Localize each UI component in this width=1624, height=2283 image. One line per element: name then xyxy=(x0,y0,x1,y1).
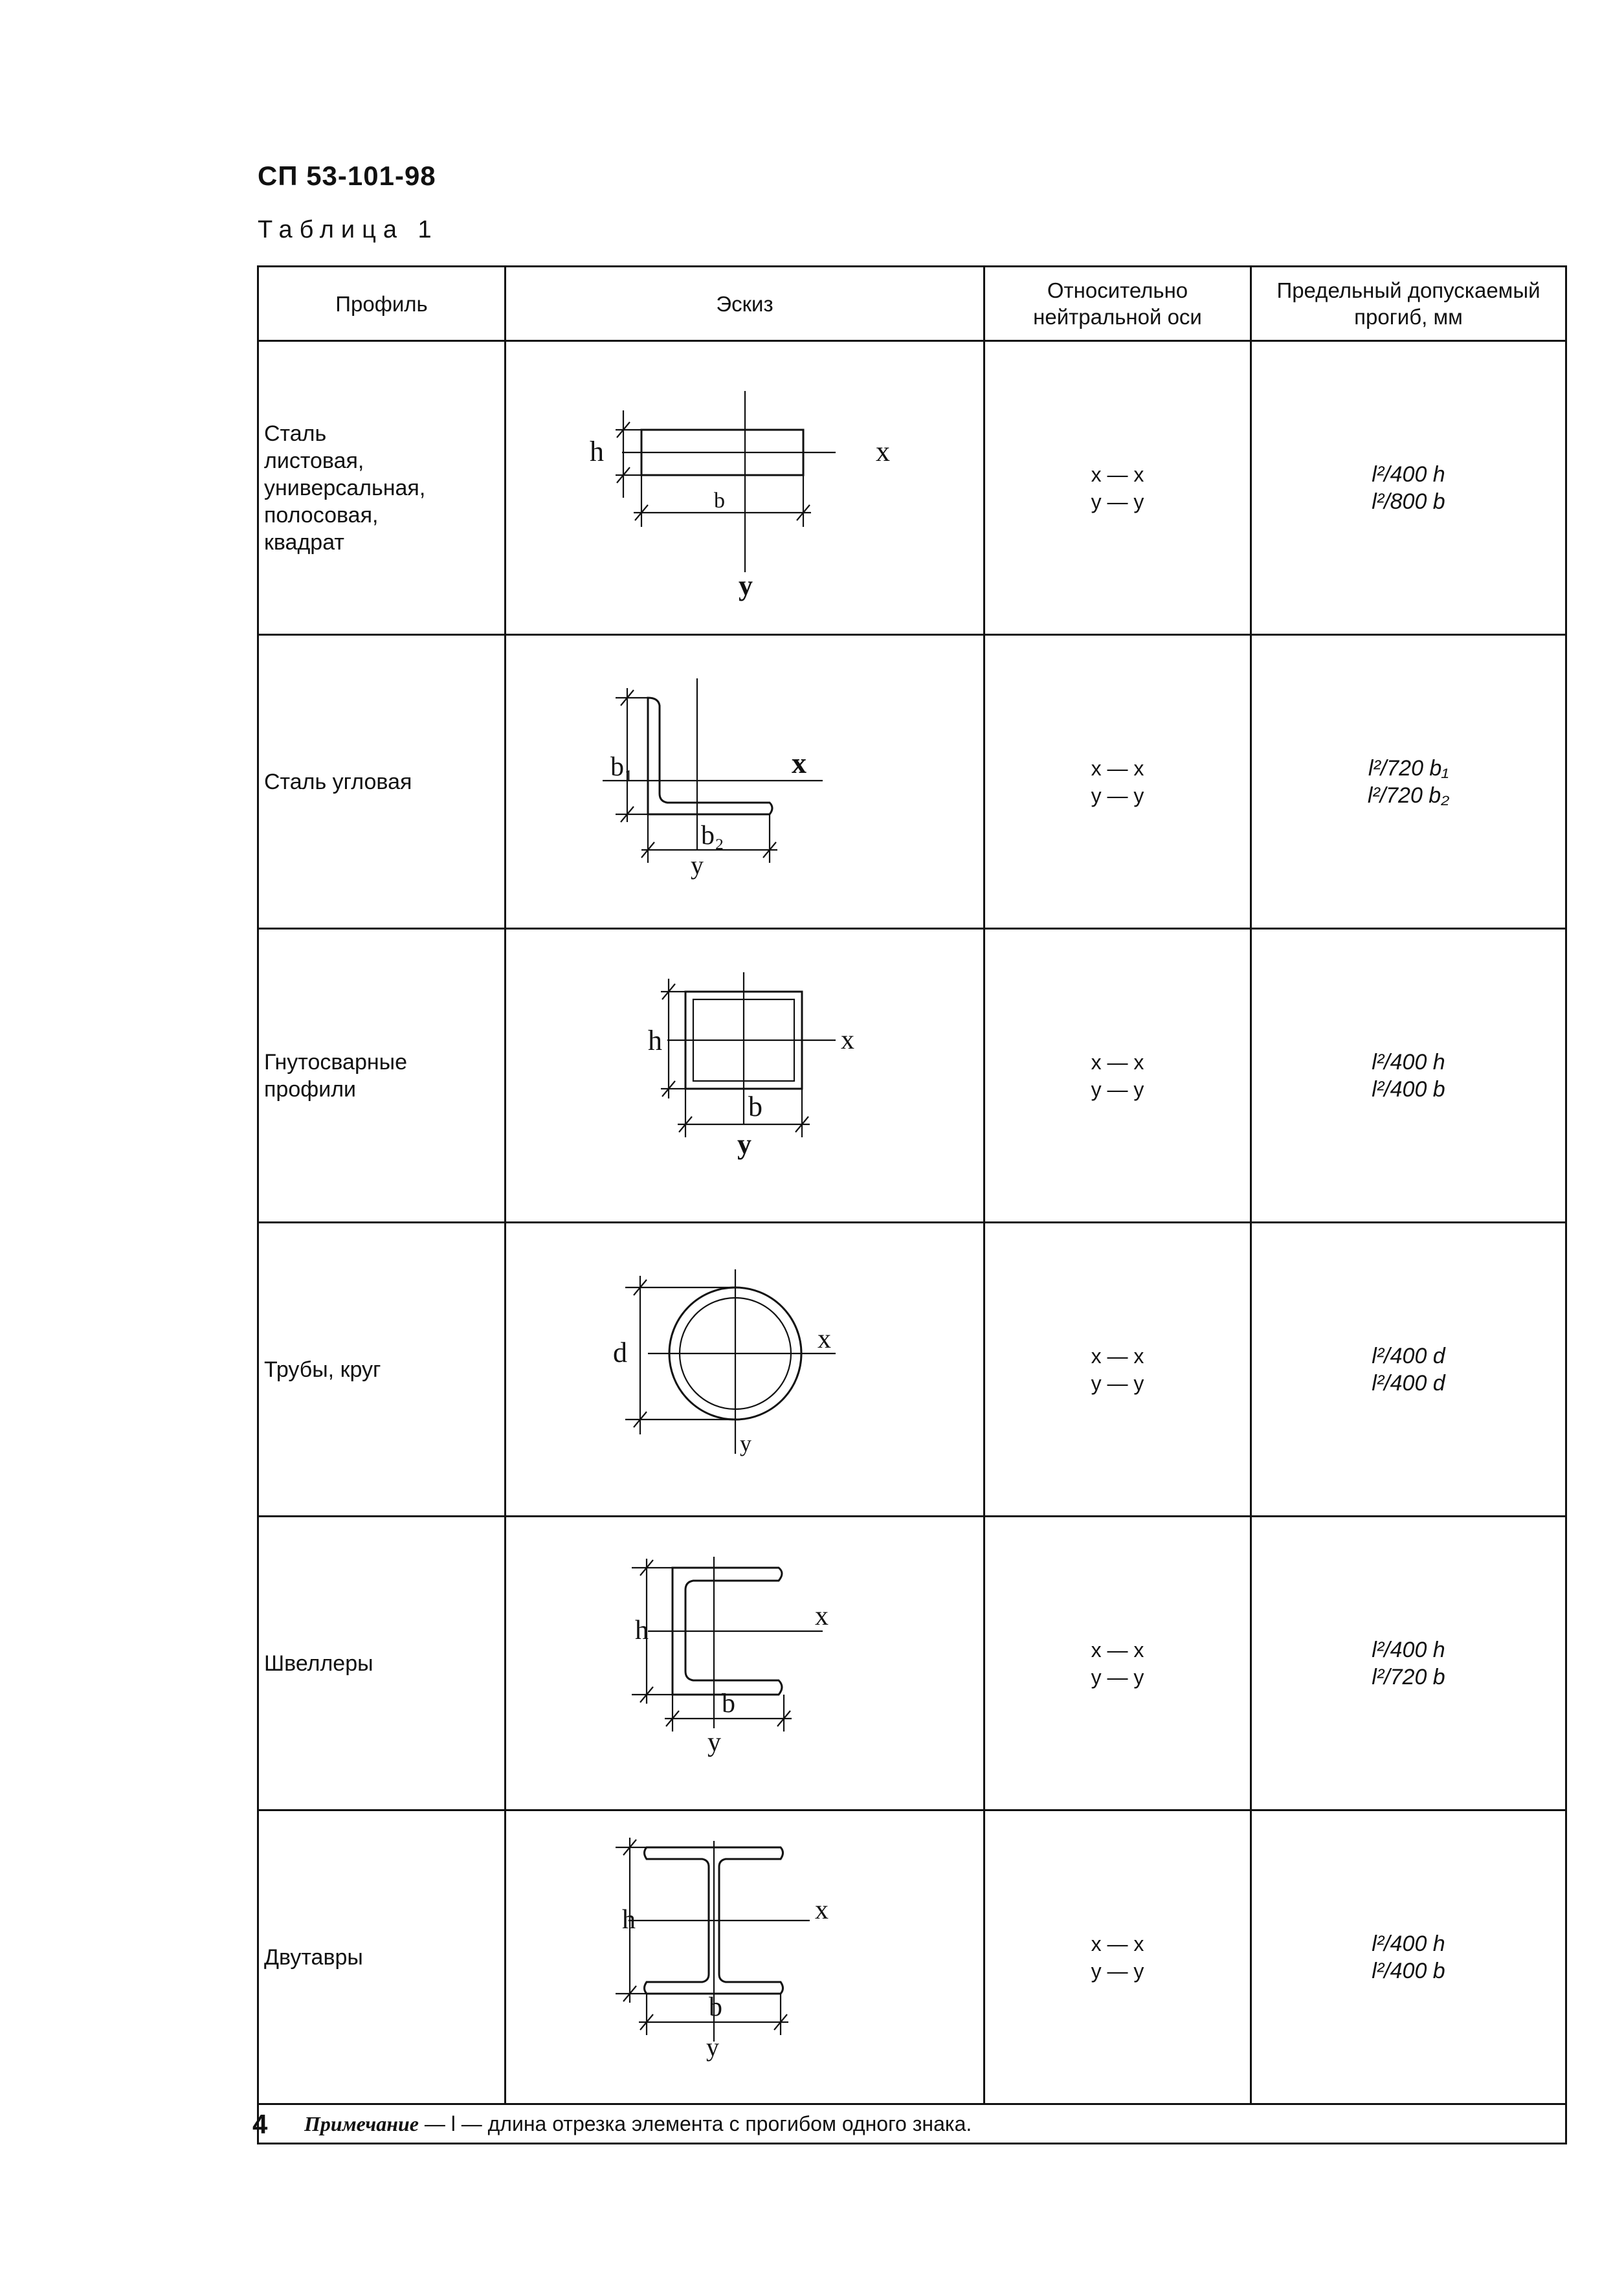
neutral-axis-cell xyxy=(984,929,1251,1223)
profile-cell xyxy=(258,341,506,635)
neutral-axis-cell xyxy=(984,1810,1251,2104)
deflection-x: l²/720 b₁ xyxy=(1368,755,1449,781)
page-number: 4 xyxy=(252,2109,268,2139)
table-note-row xyxy=(258,2104,1566,2144)
deflection-cell xyxy=(1251,1223,1566,1517)
sketch-cell xyxy=(506,341,984,635)
sketch-label-b: b xyxy=(713,488,725,513)
table-row xyxy=(258,1810,1566,2104)
sketch-label-x: x xyxy=(875,435,890,467)
sketch-label-h: h xyxy=(589,435,604,467)
axis-y: y — y xyxy=(1091,1665,1144,1689)
sketch-label-y: y xyxy=(707,1727,721,1757)
sketch-cell xyxy=(506,1517,984,1810)
sketch-label-h: h xyxy=(621,1904,636,1935)
deflection-y: l²/720 b₂ xyxy=(1367,783,1450,808)
profile-cell xyxy=(258,1517,506,1810)
sketch-label-x: x xyxy=(814,1601,829,1631)
sketch-cell xyxy=(506,635,984,929)
deflection-x: l²/400 h xyxy=(1372,1049,1445,1075)
profile-label: Трубы, круг xyxy=(264,1357,381,1382)
sketch-label-x: x xyxy=(814,1895,829,1925)
axis-x: x — x xyxy=(1091,756,1144,780)
i-beam-sketch xyxy=(551,1828,939,2087)
note-label: Примечание xyxy=(304,2111,419,2135)
deflection-x: l²/400 h xyxy=(1372,1637,1445,1662)
table-row xyxy=(258,929,1566,1223)
neutral-axis-cell xyxy=(984,341,1251,635)
sketch-label-d: d xyxy=(612,1336,627,1368)
box-section-sketch xyxy=(551,946,939,1205)
profile-label: Сталь угловая xyxy=(264,769,412,794)
sketch-label-x: x xyxy=(840,1025,854,1055)
column-header-neutral-axis: Относительно нейтральной оси xyxy=(984,267,1251,341)
note-text: — l — длина отрезка элемента с прогибом одного знака. xyxy=(418,2111,972,2135)
sketch-label-b2: b₂ xyxy=(700,820,724,851)
sketch-cell xyxy=(506,1810,984,2104)
table-note xyxy=(258,2104,1566,2144)
axis-x: x — x xyxy=(1091,462,1144,486)
table-row xyxy=(258,1223,1566,1517)
sketch-label-h: h xyxy=(634,1615,649,1645)
sketch-label-b: b xyxy=(748,1090,762,1122)
deflection-y: l²/400 b xyxy=(1372,1076,1445,1102)
sketch-label-x: x xyxy=(817,1324,831,1354)
column-header-profile: Профиль xyxy=(258,267,506,341)
deflection-x: l²/400 h xyxy=(1372,462,1445,487)
column-header-sketch: Эскиз xyxy=(506,267,984,341)
deflection-cell xyxy=(1251,1517,1566,1810)
profile-label: Гнутосварные профили xyxy=(264,1049,407,1102)
sketch-label-b: b xyxy=(721,1688,735,1719)
profile-label: Двутавры xyxy=(264,1944,363,1970)
angle-sketch xyxy=(551,652,939,911)
deflection-y: l²/720 b xyxy=(1372,1664,1445,1689)
profile-label: Сталь листовая, универсальная, полосовая, квадрат xyxy=(264,421,426,555)
sketch-label-b: b xyxy=(708,1992,722,2022)
axis-y: y — y xyxy=(1091,1371,1144,1395)
axis-x: x — x xyxy=(1091,1932,1144,1955)
sketch-label-h: h xyxy=(647,1024,662,1056)
axis-y: y — y xyxy=(1091,489,1144,513)
pipe-sketch xyxy=(551,1240,939,1499)
axis-y: y — y xyxy=(1091,783,1144,807)
deflection-cell xyxy=(1251,341,1566,635)
axis-x: x — x xyxy=(1091,1344,1144,1368)
sketch-label-y: y xyxy=(738,569,753,601)
table-row xyxy=(258,635,1566,929)
column-header-max-deflection: Предельный допускаемый прогиб, мм xyxy=(1251,267,1566,341)
deflection-cell xyxy=(1251,929,1566,1223)
profile-cell xyxy=(258,1223,506,1517)
deflection-cell xyxy=(1251,635,1566,929)
profile-label: Швеллеры xyxy=(264,1651,373,1676)
deflection-y: l²/800 b xyxy=(1372,489,1445,514)
sketch-label-y: y xyxy=(739,1430,751,1456)
flat-bar-sketch xyxy=(551,359,939,618)
channel-sketch xyxy=(551,1534,939,1793)
document-code: СП 53-101-98 xyxy=(258,161,436,191)
sketch-label-x: x xyxy=(791,746,806,779)
neutral-axis-cell xyxy=(984,1223,1251,1517)
axis-x: x — x xyxy=(1091,1050,1144,1074)
profile-cell xyxy=(258,1810,506,2104)
table-header-row xyxy=(258,267,1566,341)
neutral-axis-cell xyxy=(984,635,1251,929)
table-row xyxy=(258,341,1566,635)
profile-cell xyxy=(258,635,506,929)
axis-y: y — y xyxy=(1091,1959,1144,1983)
deflection-x: l²/400 d xyxy=(1372,1343,1445,1368)
table-row xyxy=(258,1517,1566,1810)
deflection-y: l²/400 b xyxy=(1372,1958,1445,1983)
sketch-label-y: y xyxy=(737,1128,751,1160)
sketch-cell xyxy=(506,1223,984,1517)
sketch-label-y: y xyxy=(690,850,704,880)
deflection-y: l²/400 d xyxy=(1372,1370,1445,1396)
axis-x: x — x xyxy=(1091,1638,1144,1662)
sketch-label-y: y xyxy=(706,2032,719,2062)
sketch-label-b1: b₁ xyxy=(610,752,634,782)
deflection-cell xyxy=(1251,1810,1566,2104)
profile-cell xyxy=(258,929,506,1223)
table-caption: Таблица 1 xyxy=(258,216,439,243)
sketch-cell xyxy=(506,929,984,1223)
deflection-x: l²/400 h xyxy=(1372,1931,1445,1956)
deflection-table xyxy=(257,265,1567,2144)
axis-y: y — y xyxy=(1091,1077,1144,1101)
neutral-axis-cell xyxy=(984,1517,1251,1810)
